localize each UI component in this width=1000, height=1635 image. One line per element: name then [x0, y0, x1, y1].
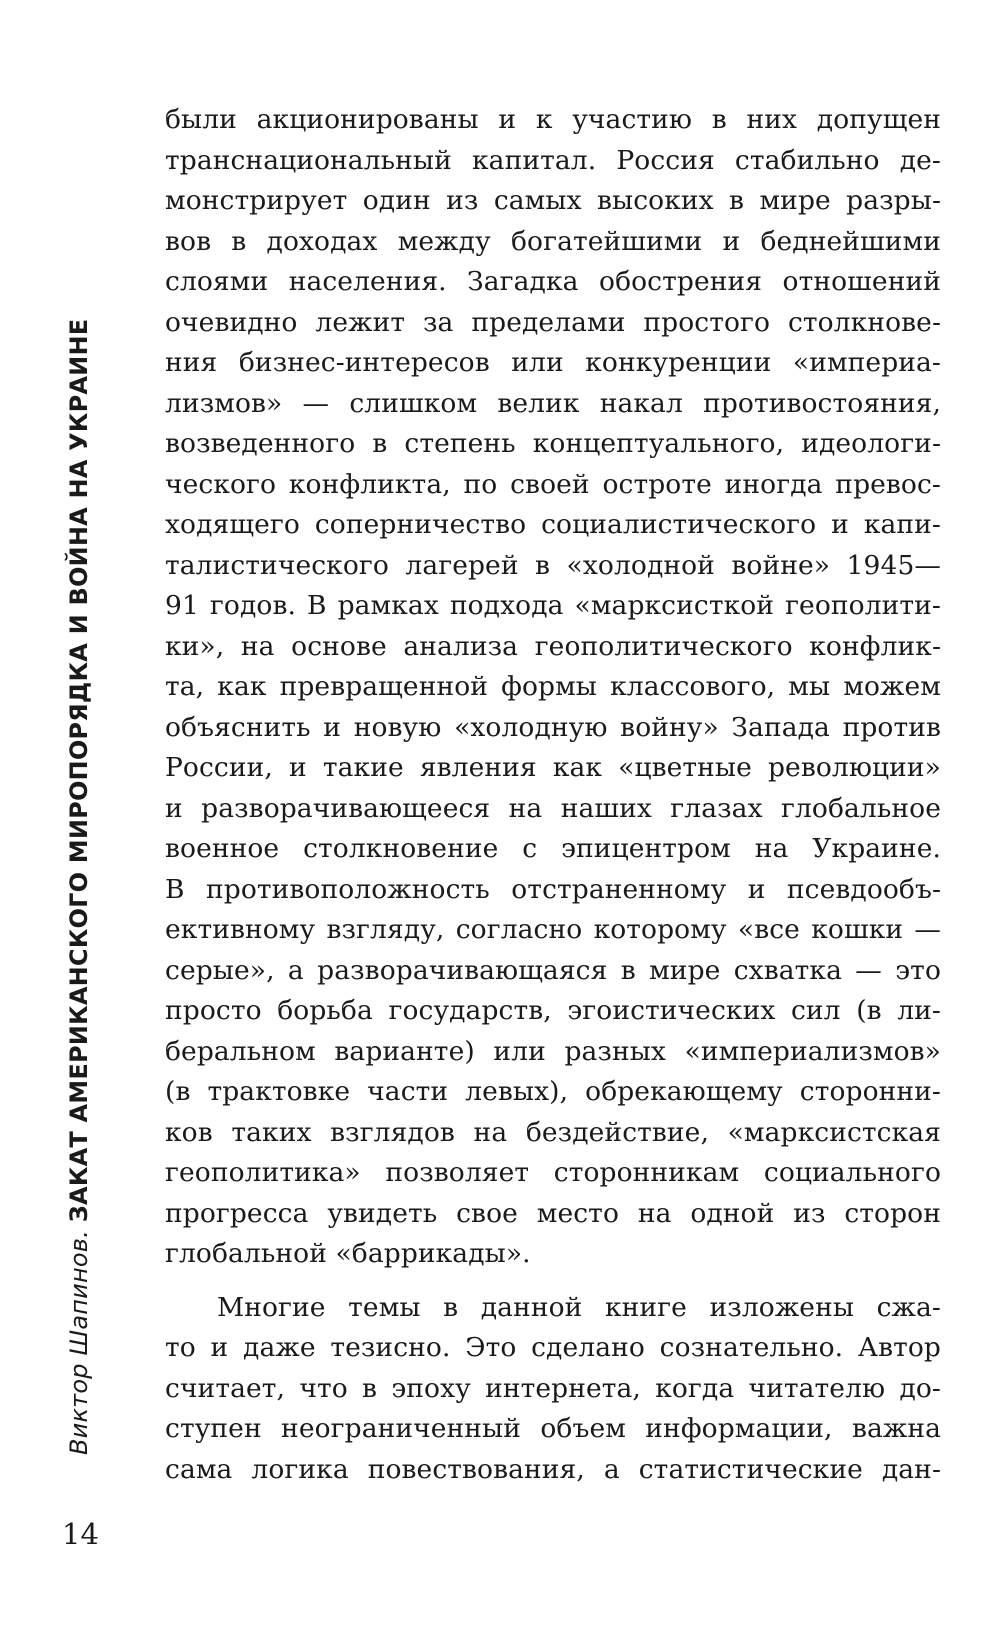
text-line: были акционированы и к участию в них допущен [165, 104, 941, 135]
text-line: ков таких взглядов на бездействие, «марксистская [165, 1116, 941, 1148]
running-head-title: ЗАКАТ АМЕРИКАНСКОГО МИРОПОРЯДКА И ВОЙНА НА УКРАИНЕ [65, 318, 93, 1223]
body-text [165, 100, 941, 1490]
text-line: талистического лагерей в «холодной войне» 1945— [165, 549, 941, 581]
text-line: (в трактовке части левых), обрекающему сторонни- [165, 1076, 941, 1107]
text-line: та, как превращенной формы классового, мы можем [165, 671, 941, 702]
text-line: 91 годов. В рамках подхода «марксисткой геополити- [165, 590, 941, 621]
text-line: глобальной «баррикады». [165, 1238, 531, 1269]
paragraph-2 [165, 1288, 941, 1491]
text-line: лизмов» — слишком велик накал противостояния, [165, 387, 941, 419]
text-line: монстрирует один из самых высоких в мире разры- [165, 185, 941, 216]
text-line: очевидно лежит за пределами простого столкнове- [165, 306, 941, 338]
text-line: то и даже тезисно. Это сделано сознательно. Автор [165, 1332, 941, 1363]
text-line: транснациональный капитал. Россия стабильно де- [165, 144, 941, 176]
text-line: серые», а разворачивающаяся в мире схватка — это [165, 954, 941, 986]
text-line: Многие темы в данной книге изложены сжа- [217, 1291, 941, 1323]
text-line: В противоположность отстраненному и псевдообъ- [165, 873, 941, 905]
text-line: просто борьба государств, эгоистических сил (в ли- [165, 995, 941, 1026]
text-line: России, и такие явления как «цветные революции» [165, 752, 941, 783]
text-line: вов в доходах между богатейшими и беднейшими [165, 225, 941, 257]
text-line: и разворачивающееся на наших глазах глобальное [165, 792, 941, 824]
text-line: считает, что в эпоху интернета, когда читателю до- [165, 1372, 941, 1404]
text-line: беральном варианте) или разных «империализмов» [165, 1035, 941, 1067]
running-head [64, 319, 94, 1455]
text-line: возведенного в степень концептуального, идеологи- [165, 428, 941, 459]
text-line: слоями населения. Загадка обострения отношений [165, 266, 941, 297]
text-line: объяснить и новую «холодную войну» Запада против [165, 711, 941, 743]
text-line: ступен неограниченный объем информации, важна [165, 1413, 941, 1444]
text-line: ходящего соперничество социалистического и капи- [165, 509, 941, 540]
text-line: ния бизнес-интересов или конкуренции «империа- [165, 347, 941, 378]
text-line: прогресса увидеть свое место на одной из сторон [165, 1197, 941, 1229]
text-line: сама логика повествования, а статистические дан- [165, 1453, 941, 1485]
paragraph-1 [165, 100, 941, 1275]
text-line: геополитика» позволяет сторонникам социального [165, 1157, 941, 1188]
page-number: 14 [62, 1517, 99, 1551]
text-line: военное столкновение с эпицентром на Украине. [165, 833, 941, 864]
paragraph-gap [165, 1275, 941, 1288]
text-line: ки», на основе анализа геополитического конфлик- [165, 630, 941, 662]
text-line: ческого конфликта, по своей остроте иногда превос- [165, 468, 941, 500]
running-head-author: Виктор Шапинов. [65, 1230, 93, 1455]
text-line: ективному взгляду, согласно которому «все кошки — [165, 914, 941, 945]
